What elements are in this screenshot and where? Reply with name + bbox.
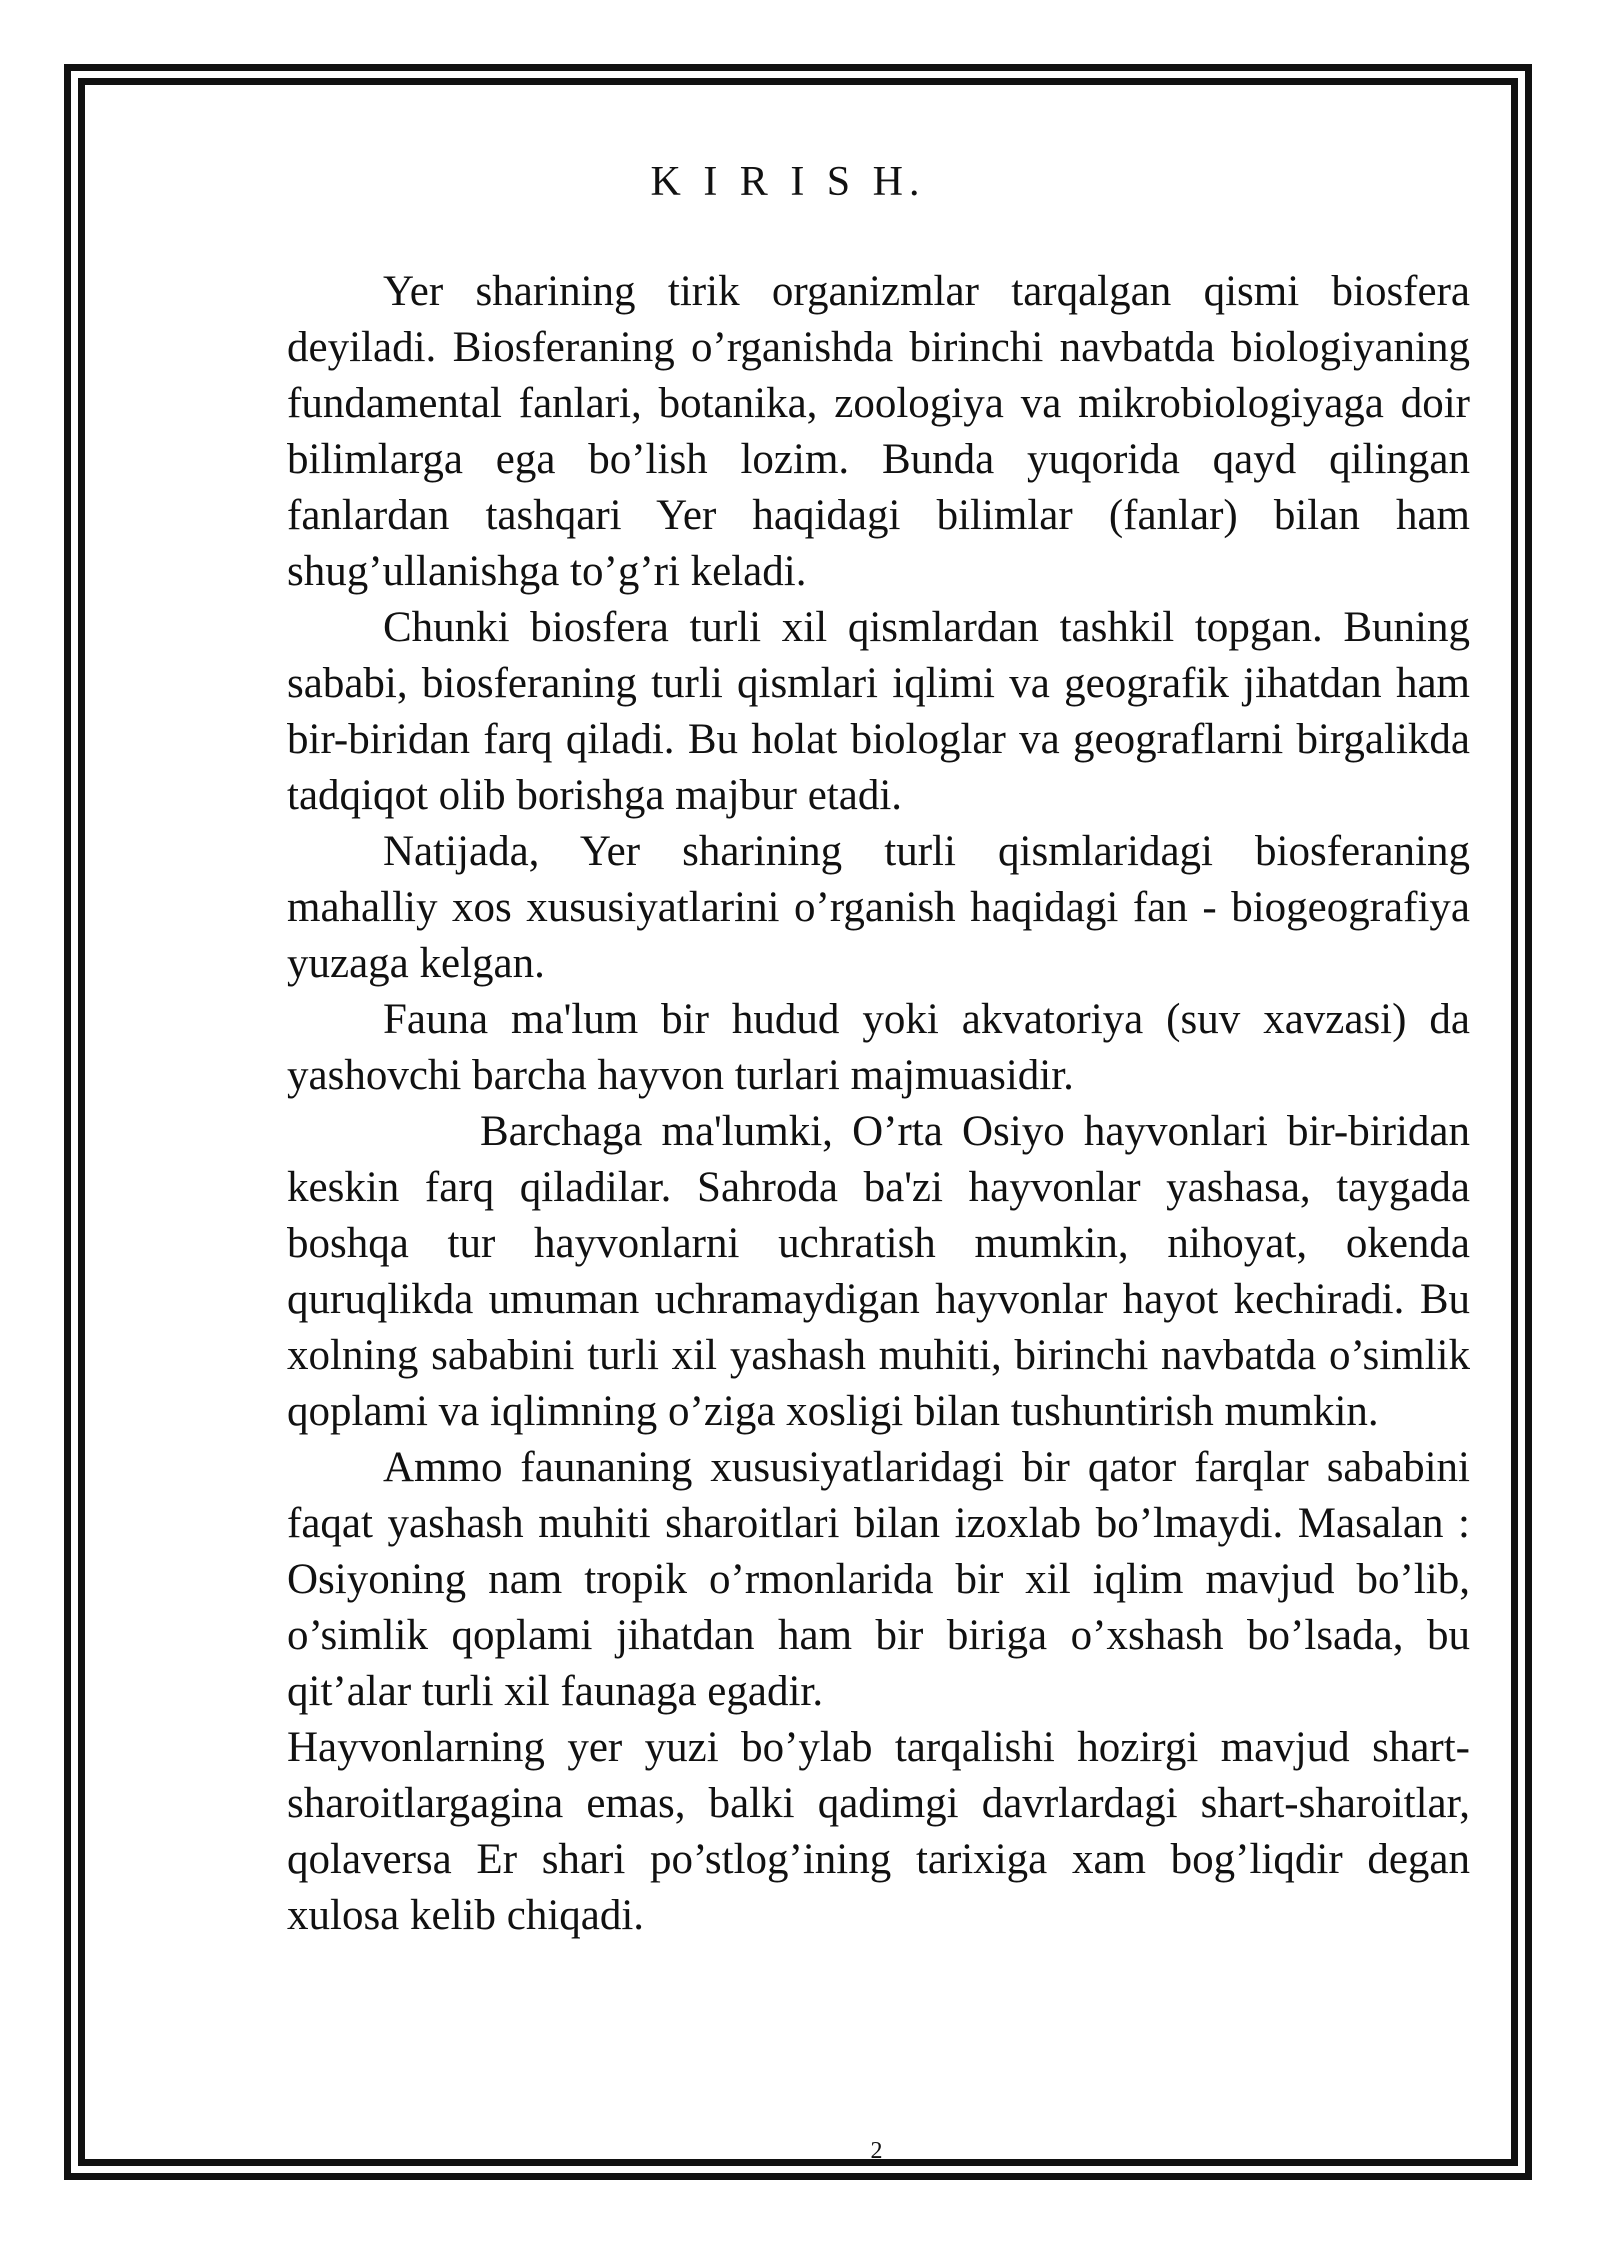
paragraph-ammo: Ammo faunaning xususiyatlaridagi bir qator farqlar sababini faqat yashash muhiti sharoitlari bilan izoxlab bo’lmaydi. Masalan : Osiyoning nam tropik o’rmonlarida bir xil iqlim mavjud bo’lib, o’simlik qoplami jihatdan ham bir biriga o’xshash bo’lsada, bu qit’alar turli xil faunaga egadir. — [287, 1444, 1470, 1715]
paragraph-natijada: Natijada, Yer sharining turli qismlaridagi biosferaning mahalliy xos xususiyatlarini o’rganish haqidagi fan - biogeografiya yuzaga kelgan. — [287, 828, 1470, 987]
page-number: 2 — [870, 2138, 883, 2164]
paragraph-biosfera: Yer sharining tirik organizmlar tarqalgan qismi biosfera deyiladi. Biosferaning o’rganishda birinchi navbatda biologiyaning fundamental fanlari, botanika, zoologiya va mikrobiologiyaga doir bilimlarga ega bo’lish lozim. Bunda yuqorida qayd qilingan fanlardan tashqari Yer haqidagi bilimlar (fanlar) bilan ham shug’ullanishga to’g’ri keladi. — [287, 268, 1470, 595]
paragraph-barchaga: Barchaga ma'lumki, O’rta Osiyo hayvonlari bir-biridan keskin farq qiladilar. Sahroda ba'zi hayvonlar yashasa, taygada boshqa tur hayvonlarni uchratish mumkin, nihoyat, okenda quruqlikda umuman uchramaydigan hayvonlar hayot kechiradi. Bu xolning sababini turli xil yashash muhiti, birinchi navbatda o’simlik qoplami va iqlimning o’ziga xosligi bilan tushuntirish mumkin. — [287, 1108, 1470, 1435]
page-title: K I R I S H. — [650, 159, 926, 205]
paragraph-chunki: Chunki biosfera turli xil qismlardan tashkil topgan. Buning sababi, biosferaning turli qismlari iqlimi va geografik jihatdan ham bir-biridan farq qiladi. Bu holat biologlar va geograflarni birgalikda tadqiqot olib borishga majbur etadi. — [287, 604, 1470, 819]
paragraph-fauna: Fauna ma'lum bir hudud yoki akvatoriya (suv xavzasi) da yashovchi barcha hayvon turlari majmuasidir. — [287, 996, 1470, 1099]
body-text — [287, 264, 1470, 1944]
paragraph-hayvonlarning: Hayvonlarning yer yuzi bo’ylab tarqalishi hozirgi mavjud shart-sharoitlargagina emas, balki qadimgi davrlardagi shart-sharoitlar, qolaversa Er shari po’stlog’ining tarixiga xam bog’liqdir degan xulosa kelib chiqadi. — [287, 1724, 1470, 1939]
